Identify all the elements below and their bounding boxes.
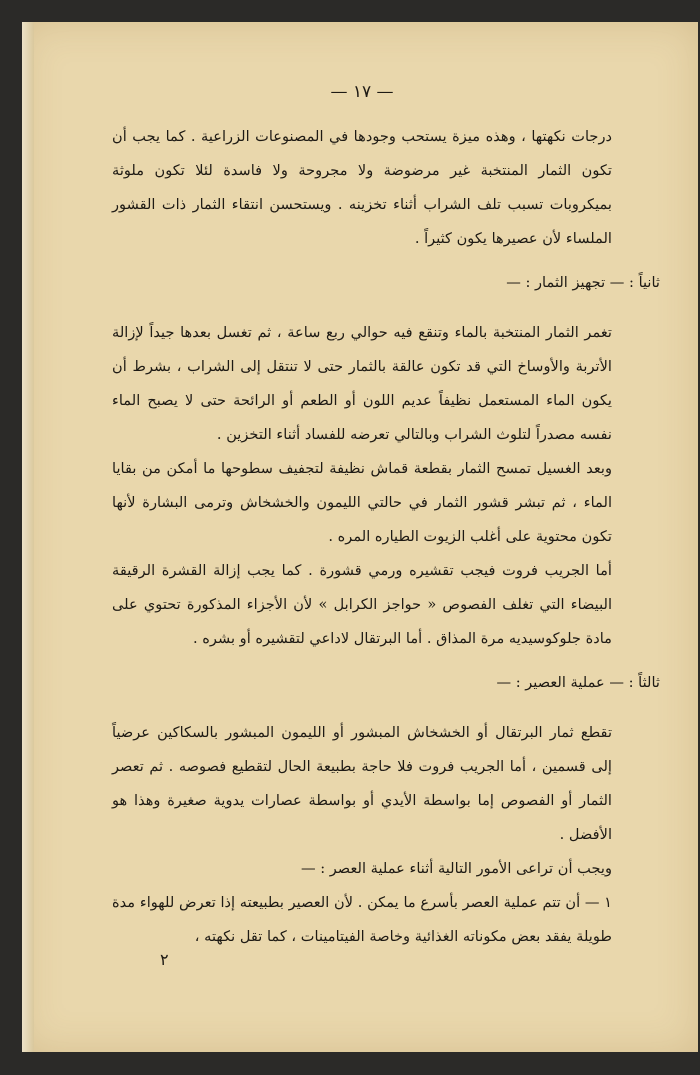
section-heading-juicing: ثالثاً : — عملية العصير : — xyxy=(496,674,660,691)
paragraph-3: وبعد الغسيل تمسح الثمار بقطعة قماش نظيفة لتجفيف سطوحها ما أمكن من بقايا الماء ، ثم تبشر قشور الثمار في حالتي الليمون والخشخاش وترمى البشارة لأنها تكون محتوية على أغلب الزيوت الطياره المره . xyxy=(112,460,612,545)
paragraph-1: درجات نكهتها ، وهذه ميزة يستحب وجودها في المصنوعات الزراعية . كما يجب أن تكون الثمار المنتخبة غير مرضوضة ولا مجروحة ولا فاسدة لئلا تكون ملوثة بميكروبات تسبب تلف الشراب أثناء تخزينه . ويستحسن انتقاء الثمار ذات القشور الملساء لأن عصيرها يكون كثيراً . xyxy=(112,128,612,247)
signature-mark: ٢ xyxy=(160,950,169,969)
page-number: — ١٧ — xyxy=(330,82,394,102)
paragraph-2: تغمر الثمار المنتخبة بالماء وتنقع فيه حوالي ربع ساعة ، ثم تغسل بعدها جيداً لإزالة الأتربة والأوساخ التي قد تكون عالقة بالثمار حتى لا تنتقل إلى الشراب ، بشرط أن يكون الماء المستعمل نظيفاً عديم اللون أو الطعم أو الرائحة حتى لا يصبح الماء نفسه مصدراً لتلوث الشراب وبالتالي تعرضه للفساد أثناء التخزين . xyxy=(112,324,612,443)
binding-edge xyxy=(22,22,34,1052)
section-heading-preparation: ثانياً : — تجهيز الثمار : — xyxy=(506,274,660,291)
paragraph-5: تقطع ثمار البرتقال أو الخشخاش المبشور أو الليمون المبشور بالسكاكين عرضياً إلى قسمين ، أما الجريب فروت فلا حاجة بطبيعة الحال لتقطيع فصوصه . ثم تعصر الثمار أو الفصوص إما بواسطة الأيدي أو بواسطة عصارات يدوية صغيرة وهذا هو الأفضل . xyxy=(112,724,612,843)
paragraph-6: ويجب أن تراعى الأمور التالية أثناء عملية العصر : — xyxy=(300,860,612,877)
paragraph-4: أما الجريب فروت فيجب تقشيره ورمي قشورة . كما يجب إزالة القشرة الرقيقة البيضاء التي تغلف الفصوص « حواجز الكرابل » لأن الأجزاء المذكورة تحتوي على مادة جلوكوسيديه مرة المذاق . أما البرتقال لاداعي لتقشيره أو بشره . xyxy=(112,562,612,647)
document-page xyxy=(22,22,698,1052)
paragraph-7: ١ — أن تتم عملية العصر بأسرع ما يمكن . لأن العصير بطبيعته إذا تعرض للهواء مدة طويلة يفقد بعض مكوناته الغذائية وخاصة الفيتامينات ، كما تقل نكهته ، xyxy=(112,894,612,945)
page-content xyxy=(112,82,660,954)
